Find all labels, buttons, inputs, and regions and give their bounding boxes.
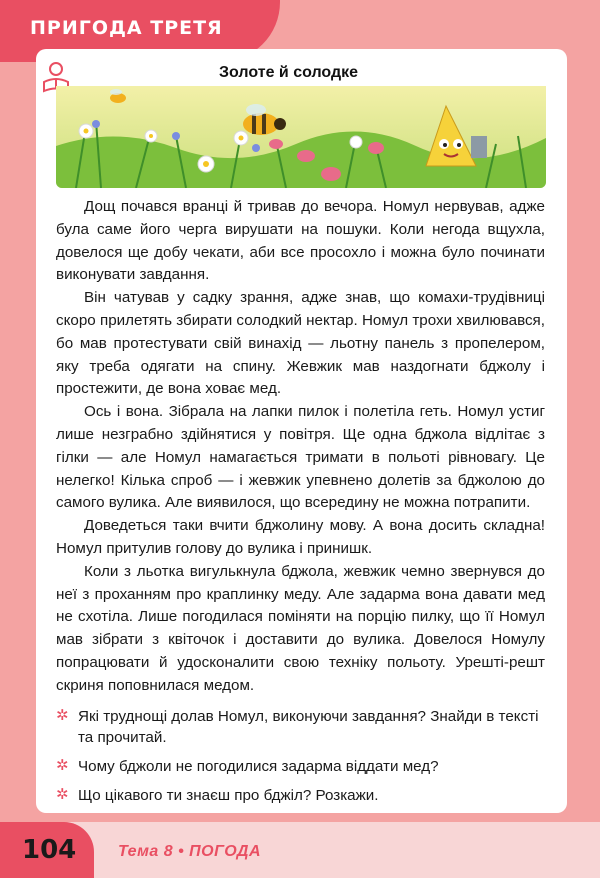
question-item <box>56 756 551 777</box>
sun-bullet-icon: ✲ <box>56 757 69 774</box>
question-text: Чому бджоли не погодилися задарма віддати мед? <box>78 758 439 775</box>
story-body <box>56 196 545 698</box>
story-paragraph: Ось і вона. Зібрала на лапки пилок і полетіла геть. Номул устиг лише незграбно здійнятися у повітря. Ще одна бджола відлітає з гілки — але Номул намагається тримати в польоті рівновагу. Це нелегко! Кілька спроб — і жевжик упевнено долетів за бджолою до самого вулика. Але виявилося, що всередину не можна потрапити. <box>56 403 545 512</box>
question-list <box>56 706 551 814</box>
page-number: 104 <box>22 835 77 865</box>
story-title: Золоте й солодке <box>219 64 359 81</box>
story-paragraph: Доведеться таки вчити бджолину мову. А вона досить складна! Номул притулив голову до вулика і принишк. <box>56 517 545 557</box>
question-text: Які труднощі долав Номул, виконуючи завдання? Знайди в тексті та прочитай. <box>78 708 539 746</box>
question-text: Що цікавого ти знаєш про бджіл? Розкажи. <box>78 787 379 804</box>
question-item <box>56 785 551 806</box>
chapter-title: ПРИГОДА ТРЕТЯ <box>30 17 223 39</box>
story-paragraph: Він чатував у садку зрання, адже знав, що комахи-трудівниці скоро прилетять збирати солодкий нектар. Номул трохи хвилювався, бо мав протестувати свій винахід — льотну панель з пропелером, яку треба одягати на спину. Жевжик мав наздогнати бджолу і простежити, де вона ховає мед. <box>56 289 545 398</box>
bee-meadow-illustration <box>56 86 546 188</box>
topic-label: Тема 8 • ПОГОДА <box>118 843 262 860</box>
question-item <box>56 706 551 748</box>
story-paragraph: Коли з льотка вигулькнула бджола, жевжик чемно звернувся до неї з проханням про краплинку меду. Але задарма вона давати мед не схотіла. Лише погодилася поміняти на порцію пилку, що її Номул мав зібрати з квіточок і доставити до вулика. Довелося Номулу попрацювати й удосконалити свою техніку польоту. Урешті-решт скриня поповнилася медом. <box>56 562 545 694</box>
sun-bullet-icon: ✲ <box>56 786 69 803</box>
sun-bullet-icon: ✲ <box>56 707 69 724</box>
story-paragraph: Дощ почався вранці й тривав до вечора. Номул нервував, адже була саме його черга вирушати на пошуки. Коли негода вщухла, довелося ще добу чекати, аби все просохло і можна було починати виконувати завдання. <box>56 198 545 284</box>
